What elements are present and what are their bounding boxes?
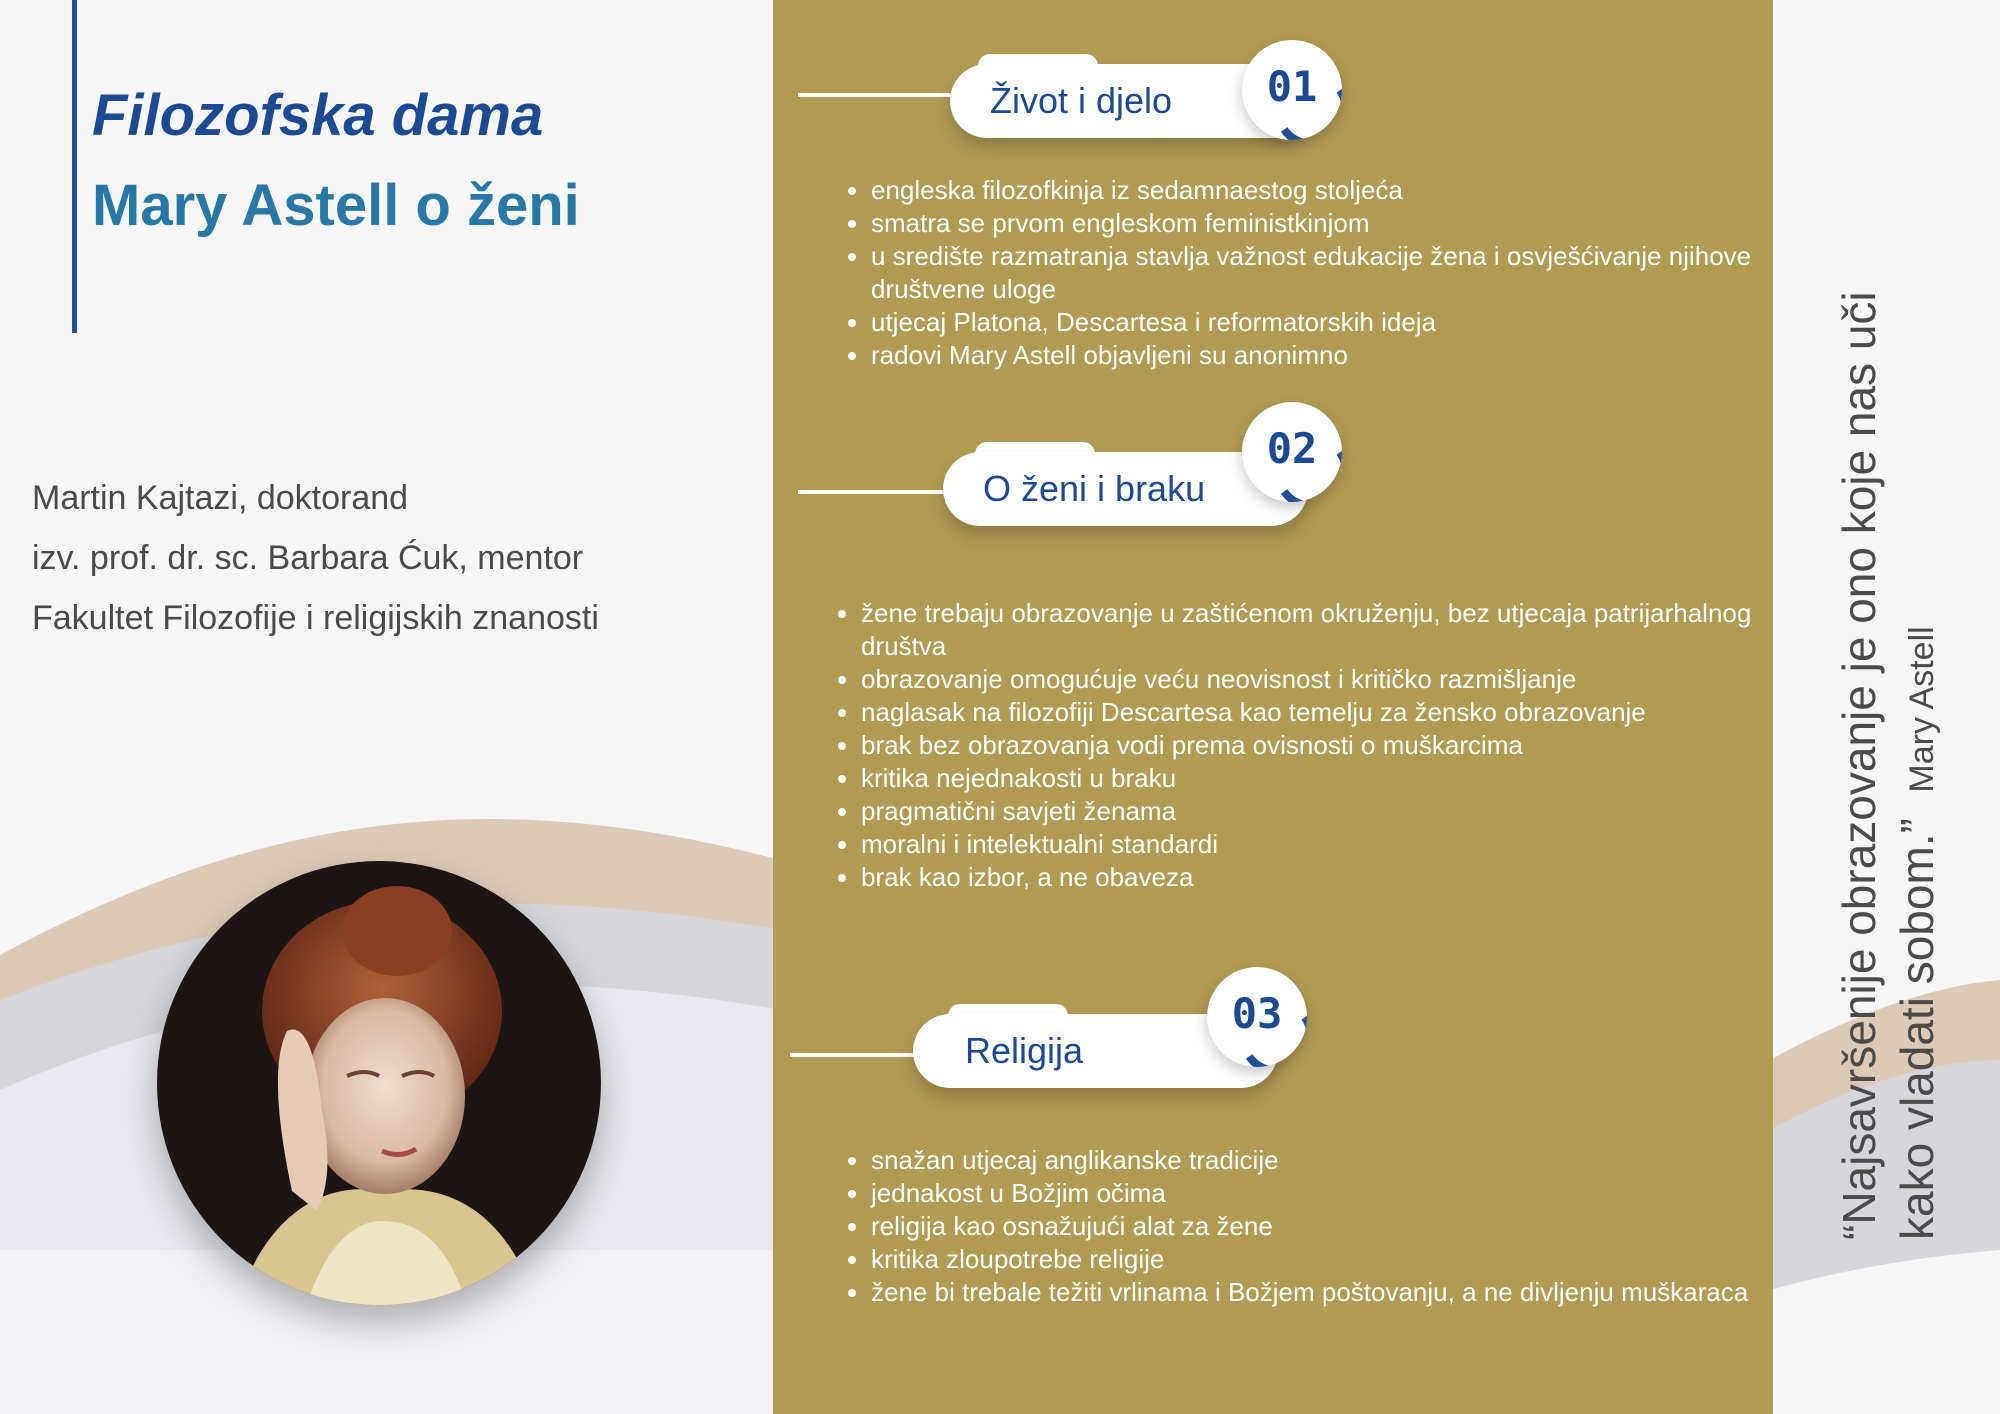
section-1-connector-line bbox=[798, 93, 958, 97]
portrait-illustration bbox=[157, 861, 601, 1305]
list-item: • radovi Mary Astell objavljeni su anonimno bbox=[871, 339, 1781, 372]
section-1-number: 01 bbox=[1266, 62, 1318, 111]
list-item: • brak kao izbor, a ne obaveza bbox=[861, 861, 1781, 894]
list-item: • pragmatični savjeti ženama bbox=[861, 795, 1781, 828]
faculty-line: Fakultet Filozofije i religijskih znanosti bbox=[32, 599, 599, 637]
section-3-list bbox=[837, 1144, 1781, 1309]
mentor-line: izv. prof. dr. sc. Barbara Ćuk, mentor bbox=[32, 539, 584, 577]
list-item: • religija kao osnažujući alat za žene bbox=[871, 1210, 1781, 1243]
section-1-number-badge bbox=[1242, 40, 1342, 140]
portrait-image bbox=[157, 861, 601, 1305]
list-item: • žene trebaju obrazovanje u zaštićenom okruženju, bez utjecaja patrijarhalnog društva bbox=[861, 597, 1781, 663]
authors-block bbox=[32, 468, 599, 648]
list-item: • smatra se prvom engleskom feministkinjom bbox=[871, 207, 1781, 240]
list-item: • moralni i intelektualni standardi bbox=[861, 828, 1781, 861]
section-1-list bbox=[837, 174, 1781, 372]
title-accent-bar bbox=[72, 0, 77, 333]
section-2-number-badge bbox=[1242, 402, 1342, 502]
list-item: • žene bi trebale težiti vrlinama i Božjem poštovanju, a ne divljenju muškaraca bbox=[871, 1276, 1781, 1309]
list-item: • u središte razmatranja stavlja važnost edukacije žena i osvješćivanje njihove društvene uloge bbox=[871, 240, 1781, 306]
section-3-number-badge bbox=[1207, 967, 1307, 1067]
list-item: • obrazovanje omogućuje veću neovisnost i kritičko razmišljanje bbox=[861, 663, 1781, 696]
page-title: Filozofska dama bbox=[92, 83, 544, 148]
section-2-list bbox=[827, 597, 1781, 894]
list-item: • snažan utjecaj anglikanske tradicije bbox=[871, 1144, 1781, 1177]
section-3-number: 03 bbox=[1231, 989, 1283, 1038]
author-line: Martin Kajtazi, doktorand bbox=[32, 479, 409, 517]
list-item: • brak bez obrazovanja vodi prema ovisnosti o muškarcima bbox=[861, 729, 1781, 762]
list-item: • engleska filozofkinja iz sedamnaestog stoljeća bbox=[871, 174, 1781, 207]
quote-block bbox=[1830, 180, 1951, 1240]
quote-author: Mary Astell bbox=[1903, 626, 1941, 793]
list-item: • kritika nejednakosti u braku bbox=[861, 762, 1781, 795]
section-2-connector-line bbox=[798, 490, 958, 494]
quote-line-2 bbox=[1888, 180, 1951, 1240]
list-item: • jednakost u Božjim očima bbox=[871, 1177, 1781, 1210]
section-2-header: O ženi i braku bbox=[943, 452, 1308, 526]
section-1-header: Život i djelo bbox=[950, 64, 1310, 138]
list-item: • kritika zloupotrebe religije bbox=[871, 1243, 1781, 1276]
list-item: • utjecaj Platona, Descartesa i reformatorskih ideja bbox=[871, 306, 1781, 339]
section-3-header: Religija bbox=[913, 1014, 1278, 1088]
quote-text-2: kako vladati sobom.” bbox=[1891, 818, 1943, 1240]
quote-line-1: “Najsavršenije obrazovanje je ono koje nas uči bbox=[1833, 291, 1885, 1240]
page-subtitle: Mary Astell o ženi bbox=[92, 173, 580, 238]
section-2-number: 02 bbox=[1266, 424, 1318, 473]
list-item: • naglasak na filozofiji Descartesa kao temelju za žensko obrazovanje bbox=[861, 696, 1781, 729]
